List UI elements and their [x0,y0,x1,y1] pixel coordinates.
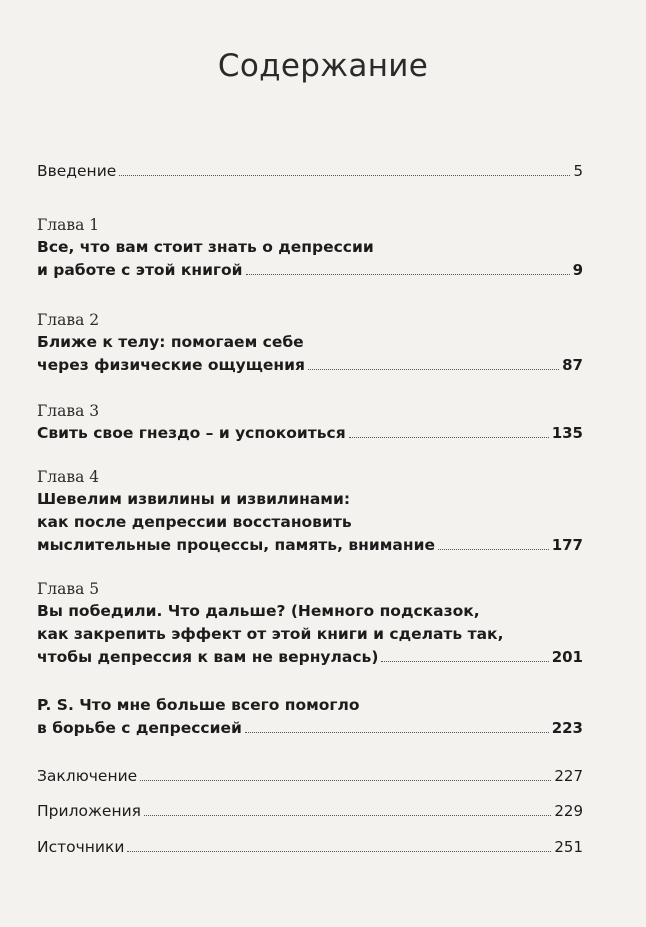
toc-row [37,422,583,445]
entry-label: Заключение [37,767,138,785]
chapter-label: Глава 4 [37,468,100,486]
entry-label: Источники [37,838,125,856]
dot-leader [245,732,549,733]
page-title: Содержание [217,48,429,84]
toc-entry-chapter-3[interactable] [37,400,583,445]
page-number: 201 [551,648,583,666]
toc-entry-chapter-4[interactable] [37,466,583,557]
page-number: 87 [562,356,583,374]
dot-leader [119,175,570,176]
page-number: 229 [554,802,583,820]
chapter-title-line: как после депрессии восстановить [37,513,352,531]
toc-entry-appendix[interactable] [37,800,583,823]
chapter-title-line: Вы победили. Что дальше? (Немного подсказок, [37,602,480,620]
toc-entry-intro[interactable] [37,160,583,183]
chapter-label: Глава 3 [37,402,100,420]
chapter-title-line: Шевелим извилины и извилинами: [37,490,351,508]
toc-row [37,646,583,669]
toc-row [37,800,583,823]
page-number: 251 [554,838,583,856]
entry-label: Приложения [37,802,141,820]
chapter-label: Глава 1 [37,216,100,234]
chapter-label: Глава 5 [37,580,100,598]
dot-leader [381,661,548,662]
toc-entry-sources[interactable] [37,836,583,859]
toc-entry-chapter-5[interactable] [37,578,583,669]
toc-row [37,160,583,183]
page-number: 135 [551,424,583,442]
entry-title-line: в борьбе с депрессией [37,719,242,737]
dot-leader [308,369,559,370]
toc-entry-chapter-1[interactable] [37,214,583,282]
toc-row [37,354,583,377]
page-number: 5 [573,162,583,180]
toc-row [37,534,583,557]
dot-leader [246,274,570,275]
chapter-title-line: Свить свое гнездо – и успокоиться [37,424,346,442]
entry-title-line: P. S. Что мне больше всего помогло [37,696,360,714]
dot-leader [144,815,551,816]
dot-leader [127,851,551,852]
entry-label: Введение [37,162,117,180]
chapter-title-line: чтобы депрессия к вам не вернулась) [37,648,379,666]
toc-entry-conclusion[interactable] [37,765,583,788]
chapter-title-line: мыслительные процессы, память, внимание [37,536,435,554]
toc-row [37,717,583,740]
toc-entry-chapter-2[interactable] [37,309,583,377]
chapter-title-line: Ближе к телу: помогаем себе [37,333,304,351]
page-number: 9 [572,261,583,279]
chapter-title-line: Все, что вам стоит знать о депрессии [37,238,374,256]
toc-entry-ps[interactable] [37,694,583,740]
chapter-title-line: и работе с этой книгой [37,261,243,279]
toc-row [37,836,583,859]
toc-row [37,765,583,788]
page-number: 223 [551,719,583,737]
chapter-title-line: через физические ощущения [37,356,305,374]
dot-leader [140,780,551,781]
dot-leader [438,549,549,550]
dot-leader [349,437,549,438]
toc-row [37,259,583,282]
page-number: 227 [554,767,583,785]
page-number: 177 [551,536,583,554]
chapter-label: Глава 2 [37,311,100,329]
chapter-title-line: как закрепить эффект от этой книги и сделать так, [37,625,504,643]
